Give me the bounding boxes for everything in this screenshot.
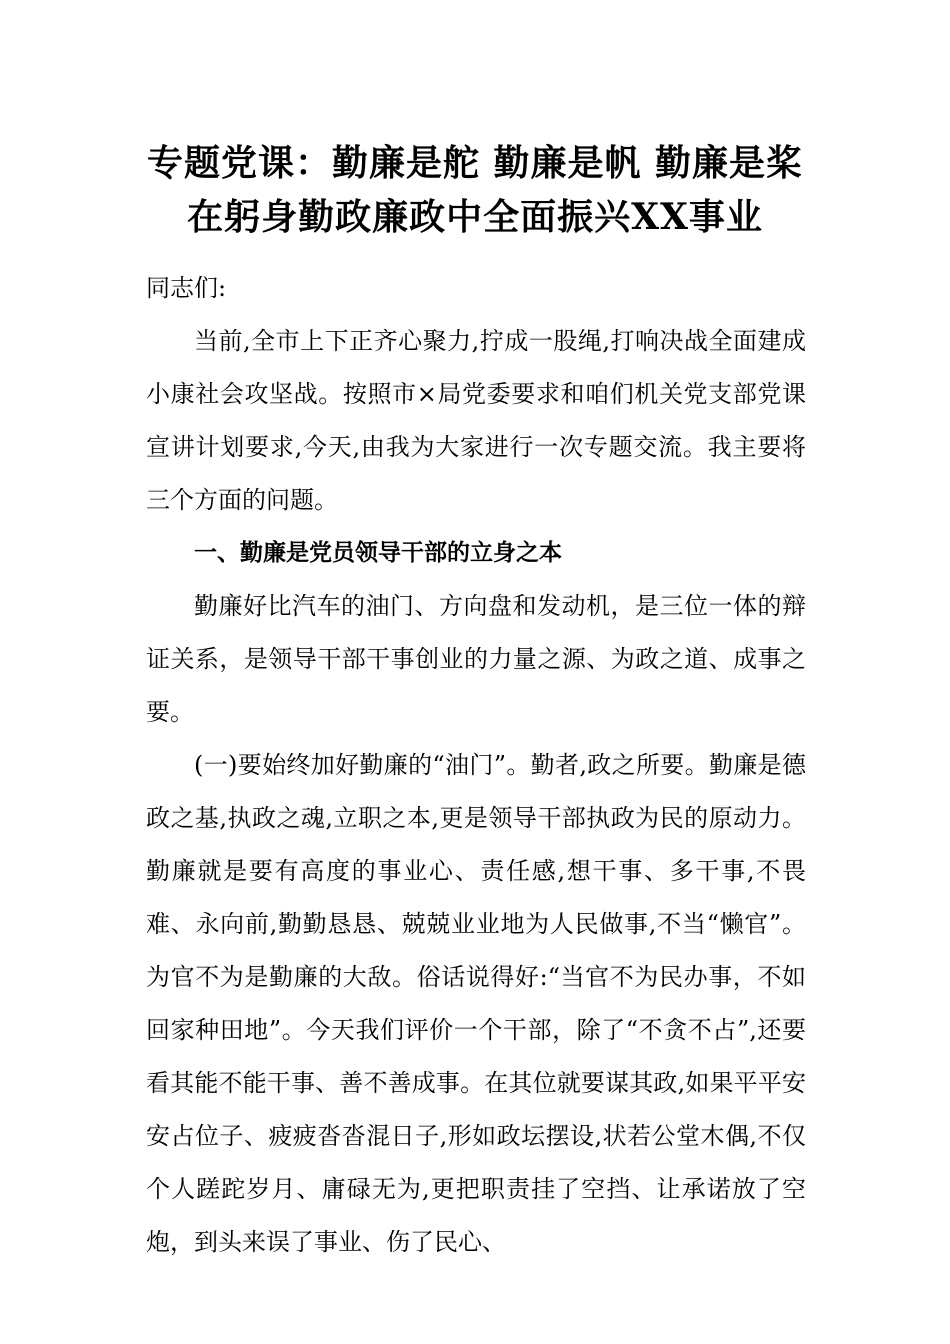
salutation: 同志们: (146, 274, 227, 302)
paragraph-accelerator: (一)要始终加好勤廉的“油门”。勤者,政之所要。勤廉是德政之基,执政之魂,立职之本,更是领导干部执政为民的原动力。勤廉就是要有高度的事业心、责任感,想干事、多干事,不畏难、永向前,勤勤恳恳、兢兢业业地为人民做事,不当“懒官”。为官不为是勤廉的大敌。俗话说得好:“当官不为民办事，不如回家种田地”。今天我们评价一个干部，除了“不贪不占”,还要看其能不能干事、善不善成事。在其位就要谋其政,如果平平安安占位子、疲疲沓沓混日子,形如政坛摆设,状若公堂木偶,不仅个人蹉跎岁月、庸碌无为,更把职责挂了空挡、让承诺放了空炮，到头来误了事业、伤了民心、 (146, 751, 806, 1256)
document-body (146, 262, 806, 1269)
title-line-1: 专题党课：勤廉是舵 勤廉是帆 勤廉是桨 (146, 142, 804, 184)
section-heading-1: 一、勤廉是党员领导干部的立身之本 (194, 540, 562, 566)
title-line-2: 在躬身勤政廉政中全面振兴XX事业 (187, 196, 763, 238)
paragraph-analogy: 勤廉好比汽车的油门、方向盘和发动机，是三位一体的辩证关系，是领导干部干事创业的力量之源、为政之道、成事之要。 (146, 592, 806, 726)
document-title (100, 136, 850, 244)
paragraph-intro: 当前,全市上下正齐心聚力,拧成一股绳,打响决战全面建成小康社会攻坚战。按照市×局党委要求和咱们机关党支部党课宣讲计划要求,今天,由我为大家进行一次专题交流。我主要将三个方面的问题。 (146, 327, 806, 514)
